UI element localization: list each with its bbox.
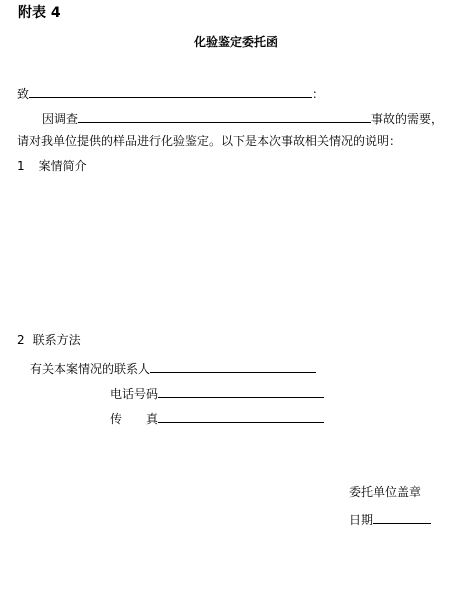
contact-person-label: 有关本案情况的联系人 bbox=[30, 362, 151, 376]
reason-line bbox=[42, 110, 443, 125]
recipient-suffix: ： bbox=[312, 87, 325, 101]
recipient-blank bbox=[29, 85, 312, 98]
phone-blank bbox=[158, 385, 324, 398]
section-2-heading bbox=[17, 334, 81, 346]
seal-label: 委托单位盖章 bbox=[349, 485, 422, 499]
request-sentence: 请对我单位提供的样品进行化验鉴定。以下是本次事故相关情况的说明： bbox=[17, 134, 402, 148]
phone-label: 电话号码 bbox=[110, 387, 159, 401]
reason-end: 事故的需要， bbox=[371, 112, 444, 126]
date-blank bbox=[373, 511, 431, 524]
section-1-heading bbox=[17, 160, 87, 172]
fax-label: 传 真 bbox=[110, 412, 159, 426]
recipient-prefix: 致 bbox=[17, 87, 30, 101]
section-1-number: 1 bbox=[17, 159, 25, 173]
phone-line bbox=[110, 385, 324, 400]
date-line bbox=[349, 511, 431, 526]
reason-start: 因调查 bbox=[42, 112, 79, 126]
document-title: 化验鉴定委托函 bbox=[194, 35, 279, 49]
recipient-line bbox=[17, 85, 324, 100]
contact-person-blank bbox=[150, 360, 316, 373]
accident-name-blank bbox=[78, 110, 371, 123]
date-label: 日期 bbox=[349, 513, 374, 527]
section-2-title: 联系方法 bbox=[32, 333, 81, 347]
section-1-title: 案情简介 bbox=[38, 159, 87, 173]
fax-blank bbox=[158, 410, 324, 423]
appendix-label: 附表 4 bbox=[18, 5, 61, 21]
contact-person-line bbox=[30, 360, 316, 375]
fax-line bbox=[110, 410, 324, 425]
section-2-number: 2 bbox=[17, 333, 25, 347]
